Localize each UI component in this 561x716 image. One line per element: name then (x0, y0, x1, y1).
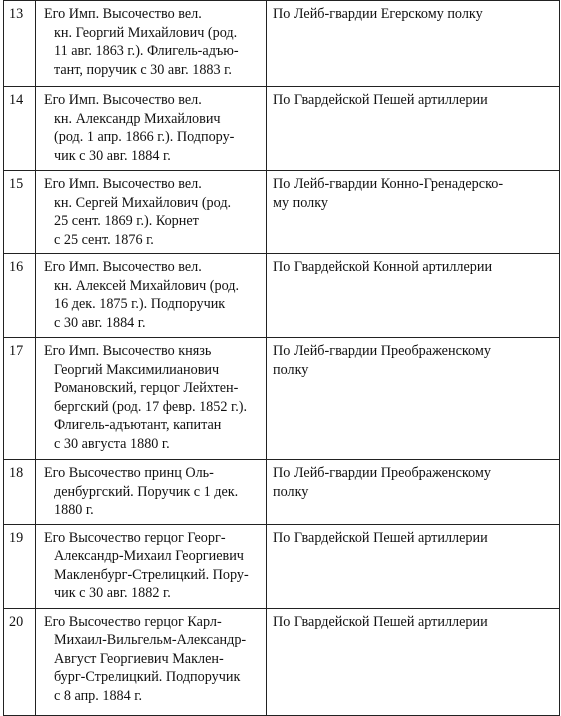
row-number: 14 (4, 87, 36, 171)
person-text-line: 1880 г. (54, 502, 94, 518)
unit-text-line: По Лейб-гвардии Егерскому полку (273, 6, 483, 22)
table-row (4, 524, 560, 608)
row-number: 16 (4, 254, 36, 338)
person-text-line: Его Имп. Высочество князь (44, 343, 212, 359)
row-number: 15 (4, 171, 36, 254)
person-text-line: бергский (род. 17 февр. 1852 г.). (54, 398, 248, 415)
person-text-line: чик с 30 авг. 1882 г. (54, 585, 171, 601)
table-row (4, 460, 560, 525)
person-text-line: Его Имп. Высочество вел. (44, 92, 202, 108)
row-number: 13 (4, 1, 36, 87)
officers-table (3, 0, 560, 716)
person-text-line: Его Высочество герцог Георг- (44, 529, 226, 546)
person-text-line: кн. Сергей Михайлович (род. (54, 194, 232, 211)
row-number: 18 (4, 460, 36, 525)
person-text-line: Его Высочество принц Оль- (44, 465, 214, 481)
person-text-line: кн. Алексей Михайлович (род. (54, 277, 240, 294)
person-text-line: с 8 апр. 1884 г. (54, 687, 143, 704)
person-text-line: бург-Стрелицкий. Подпоручик (54, 669, 241, 685)
person-text-line: Михаил-Вильгельм-Александр- (54, 632, 247, 648)
unit-text-line: По Гвардейской Конной артиллерии (273, 259, 493, 275)
person-cell (36, 1, 267, 87)
unit-text-line: По Гвардейской Пешей артиллерии (273, 92, 488, 108)
row-number: 20 (4, 608, 36, 715)
person-text-line: Макленбург-Стрелицкий. Пору- (54, 566, 249, 583)
unit-cell (267, 608, 560, 715)
person-text-line: кн. Георгий Михайлович (род. (54, 24, 238, 41)
person-text-line: с 25 сент. 1876 г. (54, 231, 154, 248)
person-cell (36, 87, 267, 171)
person-cell (36, 338, 267, 460)
person-text-line: Его Высочество герцог Карл- (44, 613, 222, 630)
row-number: 17 (4, 338, 36, 460)
person-text-line: (род. 1 апр. 1866 г.). Подпору- (54, 129, 235, 145)
unit-cell (267, 1, 560, 87)
person-text-line: с 30 авг. 1884 г. (54, 314, 146, 331)
person-text-line: 25 сент. 1869 г.). Корнет (54, 213, 199, 229)
person-text-line: Романовский, герцог Лейхтен- (54, 380, 239, 396)
table-row (4, 87, 560, 171)
person-text-line: с 30 августа 1880 г. (54, 435, 170, 452)
unit-text-line: му полку (273, 194, 328, 211)
table-row (4, 338, 560, 460)
person-cell (36, 608, 267, 715)
unit-text-line: По Лейб-гвардии Конно-Гренадерско- (273, 176, 504, 192)
person-text-line: Его Имп. Высочество вел. (44, 176, 202, 192)
unit-cell (267, 338, 560, 460)
unit-text-line: По Лейб-гвардии Преображенскому (273, 465, 491, 481)
unit-text-line: полку (273, 361, 309, 378)
unit-text-line: По Гвардейской Пешей артиллерии (273, 529, 488, 546)
unit-text-line: полку (273, 483, 309, 500)
table-row (4, 608, 560, 715)
person-text-line: денбургский. Поручик с 1 дек. (54, 483, 239, 500)
person-text-line: Его Имп. Высочество вел. (44, 6, 202, 22)
table-row (4, 171, 560, 254)
person-cell (36, 254, 267, 338)
person-text-line: 16 дек. 1875 г.). Подпоручик (54, 296, 226, 312)
unit-cell (267, 254, 560, 338)
table-row (4, 1, 560, 87)
table-body (4, 1, 560, 716)
person-cell (36, 171, 267, 254)
person-text-line: Флигель-адъютант, капитан (54, 417, 222, 433)
unit-cell (267, 171, 560, 254)
unit-cell (267, 460, 560, 525)
table-row (4, 254, 560, 338)
person-text-line: Георгий Максимилианович (54, 361, 220, 378)
person-text-line: чик с 30 авг. 1884 г. (54, 147, 171, 164)
person-text-line: Александр-Михаил Георгиевич (54, 548, 244, 564)
person-text-line: тант, поручик с 30 авг. 1883 г. (54, 61, 232, 78)
unit-cell (267, 87, 560, 171)
unit-text-line: По Лейб-гвардии Преображенскому (273, 343, 491, 359)
person-text-line: Август Георгиевич Маклен- (54, 650, 224, 667)
person-text-line: Его Имп. Высочество вел. (44, 259, 202, 275)
person-text-line: кн. Александр Михайлович (54, 110, 221, 127)
person-cell (36, 460, 267, 525)
person-text-line: 11 авг. 1863 г.). Флигель-адъю- (54, 43, 239, 59)
person-cell (36, 524, 267, 608)
unit-cell (267, 524, 560, 608)
row-number: 19 (4, 524, 36, 608)
unit-text-line: По Гвардейской Пешей артиллерии (273, 613, 488, 630)
